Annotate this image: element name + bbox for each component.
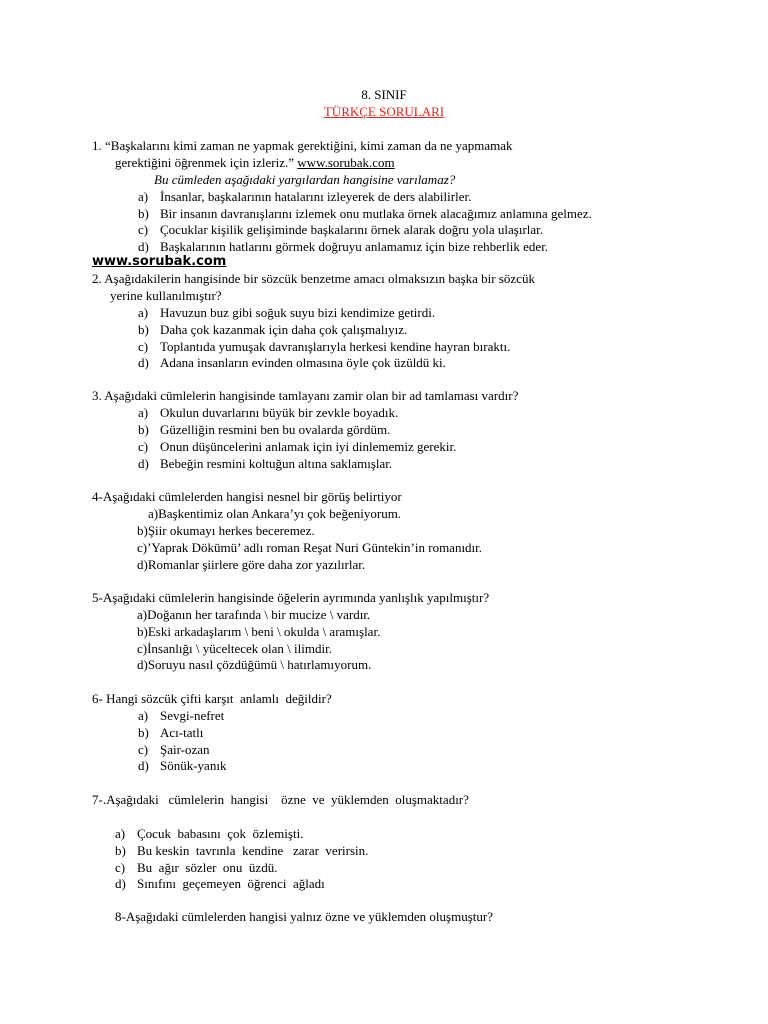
question-7-option-d: d) Sınıfını geçemeyen öğrenci ağladı — [115, 876, 325, 891]
question-2-option-a: a) Havuzun buz gibi soğuk suyu bizi kendimize getirdi. — [138, 305, 436, 320]
question-1-line-1: 1. “Başkalarını kimi zaman ne yapmak gerektiğini, kimi zaman da ne yapmamak — [92, 138, 513, 153]
question-3-option-d: d) Bebeğin resmini koltuğun altına saklamışlar. — [138, 456, 393, 471]
question-3-option-b: b) Güzelliğin resmini ben bu ovalarda gördüm. — [138, 422, 391, 437]
question-2-option-c: c) Toplantıda yumuşak davranışlarıyla herkesi kendine hayran bıraktı. — [138, 339, 511, 354]
question-7-option-a: a) Çocuk babasını çok özlemişti. — [115, 826, 304, 841]
question-5-option-c: c)İnsanlığı \ yüceltecek olan \ ilimdir. — [137, 641, 332, 656]
question-5-option-d: d)Soruyu nasıl çözdüğümü \ hatırlamıyorum. — [137, 657, 372, 672]
question-3-option-c: c) Onun düşüncelerini anlamak için iyi dinlememiz gerekir. — [138, 439, 457, 454]
question-6-option-b: b) Acı-tatlı — [138, 725, 204, 740]
question-4-option-d: d)Romanlar şiirlere göre daha zor yazılırlar. — [137, 557, 366, 572]
question-1-prompt: Bu cümleden aşağıdaki yargılardan hangisine varılamaz? — [154, 172, 456, 187]
question-1-option-d: d) Başkalarının hatlarını görmek doğruyu anlamamız için bize rehberlik eder. — [138, 239, 549, 254]
question-5-line-1: 5-Aşağıdaki cümlelerin hangisinde öğelerin ayrımında yanlışlık yapılmıştır? — [92, 590, 490, 605]
question-2-option-b: b) Daha çok kazanmak için daha çok çalışmalıyız. — [138, 322, 408, 337]
question-6-option-a: a) Sevgi-nefret — [138, 708, 225, 723]
sorubak-link[interactable]: www.sorubak.com — [297, 155, 395, 170]
question-4-option-a: a)Başkentimiz olan Ankara’yı çok beğeniyorum. — [148, 506, 402, 521]
question-1-option-a: a) İnsanlar, başkalarının hatalarını izleyerek de ders alabilirler. — [138, 189, 472, 204]
question-5-option-a: a)Doğanın her tarafında \ bir mucize \ vardır. — [137, 607, 371, 622]
question-5-option-b: b)Eski arkadaşlarım \ beni \ okulda \ aramışlar. — [137, 624, 381, 639]
brand-link[interactable]: www.sorubak.com — [92, 254, 227, 269]
question-1-line-2 — [115, 154, 395, 171]
grade-heading: 8. SINIF — [361, 87, 407, 102]
question-1-text: gerektiğini öğrenmek için izleriz.” — [115, 155, 298, 170]
question-2-option-d: d) Adana insanların evinden olmasına öyle çok üzüldü ki. — [138, 355, 446, 370]
question-6-option-c: c) Şair-ozan — [138, 742, 210, 757]
question-3-option-a: a) Okulun duvarlarını büyük bir zevkle boyadık. — [138, 405, 399, 420]
question-2-line-2: yerine kullanılmıştır? — [110, 288, 222, 303]
question-7-option-c: c) Bu ağır sözler onu üzdü. — [115, 860, 278, 875]
question-2-line-1: 2. Aşağıdakilerin hangisinde bir sözcük benzetme amacı olmaksızın başka bir sözcük — [92, 271, 535, 286]
question-4-line-1: 4-Aşağıdaki cümlelerden hangisi nesnel bir görüş belirtiyor — [92, 489, 402, 504]
question-7-line-1: 7-.Aşağıdaki cümlelerin hangisi özne ve yüklemden oluşmaktadır? — [92, 792, 469, 807]
question-4-option-b: b)Şiir okumayı herkes beceremez. — [137, 523, 315, 538]
question-6-line-1: 6- Hangi sözcük çifti karşıt anlamlı değildir? — [92, 691, 332, 706]
question-1-option-c: c) Çocuklar kişilik gelişiminde başkalarını örnek alarak doğru yola ulaşırlar. — [138, 222, 544, 237]
question-8-line-1: 8-Aşağıdaki cümlelerden hangisi yalnız özne ve yüklemden oluşmuştur? — [115, 909, 493, 924]
question-7-option-b: b) Bu keskin tavrınla kendine zarar verirsin. — [115, 843, 369, 858]
question-1-option-b: b) Bir insanın davranışlarını izlemek onu mutlaka örnek alacağımız anlamına gelmez. — [138, 206, 592, 221]
question-3-line-1: 3. Aşağıdaki cümlelerin hangisinde tamlayanı zamir olan bir ad tamlaması vardır? — [92, 388, 519, 403]
question-6-option-d: d) Sönük-yanık — [138, 758, 227, 773]
page-title: TÜRKÇE SORULARI — [323, 104, 445, 119]
question-4-option-c: c)’Yaprak Dökümü’ adlı roman Reşat Nuri Güntekin’in romanıdır. — [137, 540, 483, 555]
